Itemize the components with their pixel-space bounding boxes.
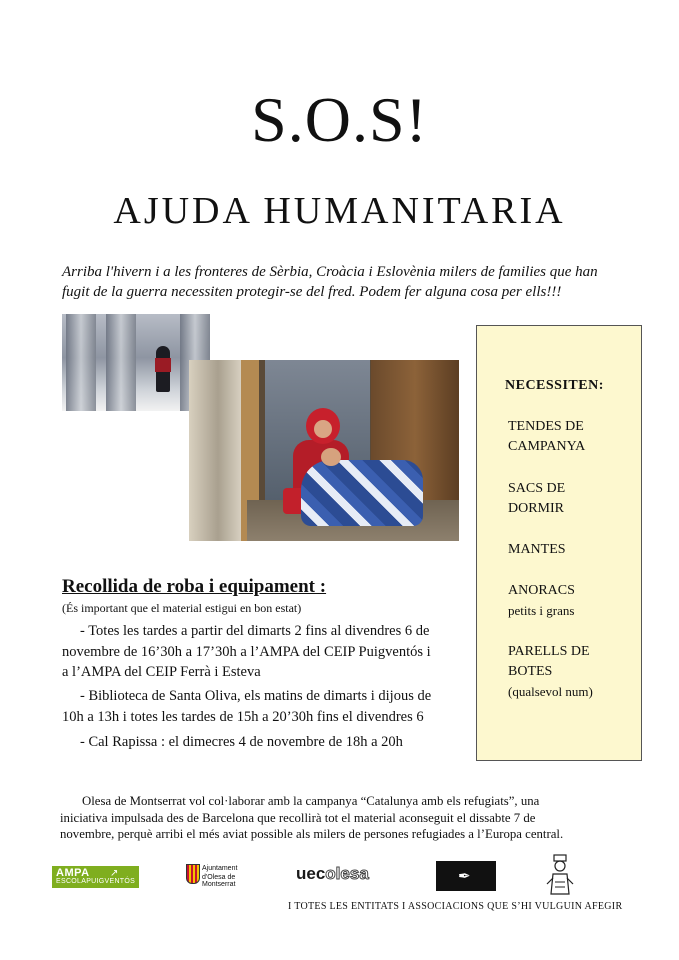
need-item-line: MANTES <box>508 542 566 557</box>
photo-shelter-wall <box>189 360 247 541</box>
refugee-children-shelter-photo <box>189 360 459 541</box>
need-item-blankets <box>508 540 633 560</box>
collection-point-line: novembre de 16’30h a 17’30h a l’AMPA del CEIP Puigventós i <box>62 643 431 660</box>
need-item-sleeping-bags <box>508 479 633 519</box>
photo-baby-face <box>321 448 341 466</box>
collection-point-cal-rapissa <box>62 732 472 753</box>
photo-tent-panel <box>106 314 136 411</box>
need-item-tents <box>508 417 633 457</box>
association-black-logo <box>436 861 496 891</box>
need-item-line: PARELLS DE <box>508 644 590 659</box>
closing-line: novembre, perquè arribi el més aviat possible als milers de persones refugiades a l’Europa central. <box>60 827 564 841</box>
collection-point-line: - Biblioteca de Santa Oliva, els matins de dimarts i dijous de <box>80 688 432 704</box>
collection-point-line: - Cal Rapissa : el dimecres 4 de novembre de 18h a 20h <box>80 734 403 750</box>
collection-point-line: - Totes les tardes a partir del dimarts 2 fins al divendres 6 de <box>80 623 430 639</box>
need-item-boots <box>508 642 633 702</box>
footer-text: I TOTES LES ENTITATS I ASSOCIACIONS QUE S’HI VULGUIN AFEGIR <box>288 901 623 912</box>
ampa-logo-subtitle: ESCOLAPUIGVENTÓS <box>56 878 136 885</box>
collection-point-schools <box>62 621 472 683</box>
collection-title: Recollida de roba i equipament : <box>62 576 327 597</box>
ajuntament-logo-line: Ajuntament <box>202 865 238 872</box>
page-title: S.O.S! <box>251 84 428 155</box>
collection-point-line: a l’AMPA del CEIP Ferrà i Esteva <box>62 664 261 680</box>
closing-line: iniciativa impulsada des de Barcelona que recollirà tot el material aconseguit el dissabte 7 de <box>60 810 536 825</box>
intro-text <box>62 262 622 302</box>
page-subtitle: AJUDA HUMANITARIA <box>113 190 566 232</box>
figure-logo <box>545 854 575 896</box>
need-item-subtext: petits i grans <box>508 603 575 618</box>
photo-blanket <box>301 460 423 526</box>
needs-title: NECESSITEN: <box>505 378 604 393</box>
coat-of-arms-icon <box>186 864 200 884</box>
intro-line: fugit de la guerra necessiten protegir-se del fred. Podem fer alguna cosa per ells!!! <box>62 284 562 300</box>
photo-child-shirt <box>155 358 171 372</box>
need-item-line: CAMPANYA <box>508 439 586 454</box>
closing-line: Olesa de Montserrat vol col·laborar amb la campanya “Catalunya amb els refugiats”, una <box>82 794 540 808</box>
need-item-line: BOTES <box>508 664 553 679</box>
need-item-subtext: (qualsevol num) <box>508 684 593 699</box>
olesa-logo-part: olesa <box>325 864 369 883</box>
uec-logo-part: uec <box>296 864 326 883</box>
ajuntament-logo-line: d'Olesa de Montserrat <box>202 874 236 888</box>
refugee-child-photo <box>62 314 210 411</box>
collection-point-library <box>62 686 472 727</box>
need-item-line: TENDES DE <box>508 419 584 434</box>
ajuntament-logo <box>186 862 266 892</box>
collection-point-line: 10h a 13h i totes les tardes de 15h a 20’30h fins el divendres 6 <box>62 708 424 725</box>
ampa-logo-title: AMPA <box>56 867 90 879</box>
ampa-logo <box>52 866 139 888</box>
need-item-line: SACS DE <box>508 481 566 496</box>
figure-icon <box>545 854 575 896</box>
collection-note: (És important que el material estigui en bon estat) <box>62 601 302 615</box>
bird-icon: ✒ <box>458 869 471 885</box>
need-item-line: DORMIR <box>508 501 565 516</box>
uec-olesa-logo <box>296 864 369 884</box>
photo-girl-face <box>314 420 332 438</box>
photo-tent-panel <box>66 314 96 411</box>
need-item-anoraks <box>508 581 633 621</box>
intro-line: Arriba l'hivern i a les fronteres de Sèrbia, Croàcia i Eslovènia milers de families que han <box>62 264 598 280</box>
closing-paragraph <box>60 793 630 843</box>
need-item-line: ANORACS <box>508 583 575 598</box>
arrow-icon: ↗ <box>110 868 119 879</box>
